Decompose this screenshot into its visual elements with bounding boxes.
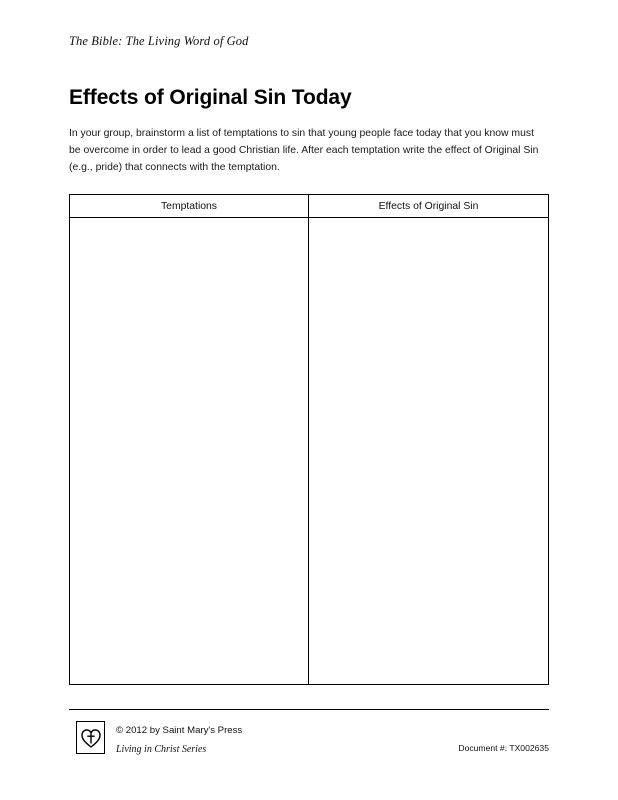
series-header: The Bible: The Living Word of God	[69, 34, 249, 48]
answer-area-temptations[interactable]	[70, 218, 309, 685]
publisher-logo-icon	[76, 721, 105, 754]
answer-area-effects[interactable]	[309, 218, 548, 685]
footer-series-text: Living in Christ Series	[116, 744, 207, 756]
footer-divider	[69, 709, 549, 710]
document-number: Document #: TX002635	[458, 743, 549, 753]
page-footer	[69, 709, 549, 767]
instructions-text: In your group, brainstorm a list of temptations to sin that young people face today that you know must be overcome in order to lead a good Christian life. After each temptation write the effect of Original Sin (e.g., pride) that connects with the temptation.	[69, 128, 539, 173]
table-body-row	[70, 218, 548, 685]
table-header-row	[70, 195, 548, 218]
worksheet-table	[69, 194, 549, 685]
page-title: Effects of Original Sin Today	[69, 86, 352, 109]
footer-row	[69, 721, 549, 767]
page-content	[69, 0, 549, 187]
column-header-temptations: Temptations	[70, 195, 309, 217]
column-header-effects: Effects of Original Sin	[378, 200, 479, 212]
copyright-text: © 2012 by Saint Mary's Press	[116, 725, 243, 736]
copyright-block	[116, 722, 242, 760]
